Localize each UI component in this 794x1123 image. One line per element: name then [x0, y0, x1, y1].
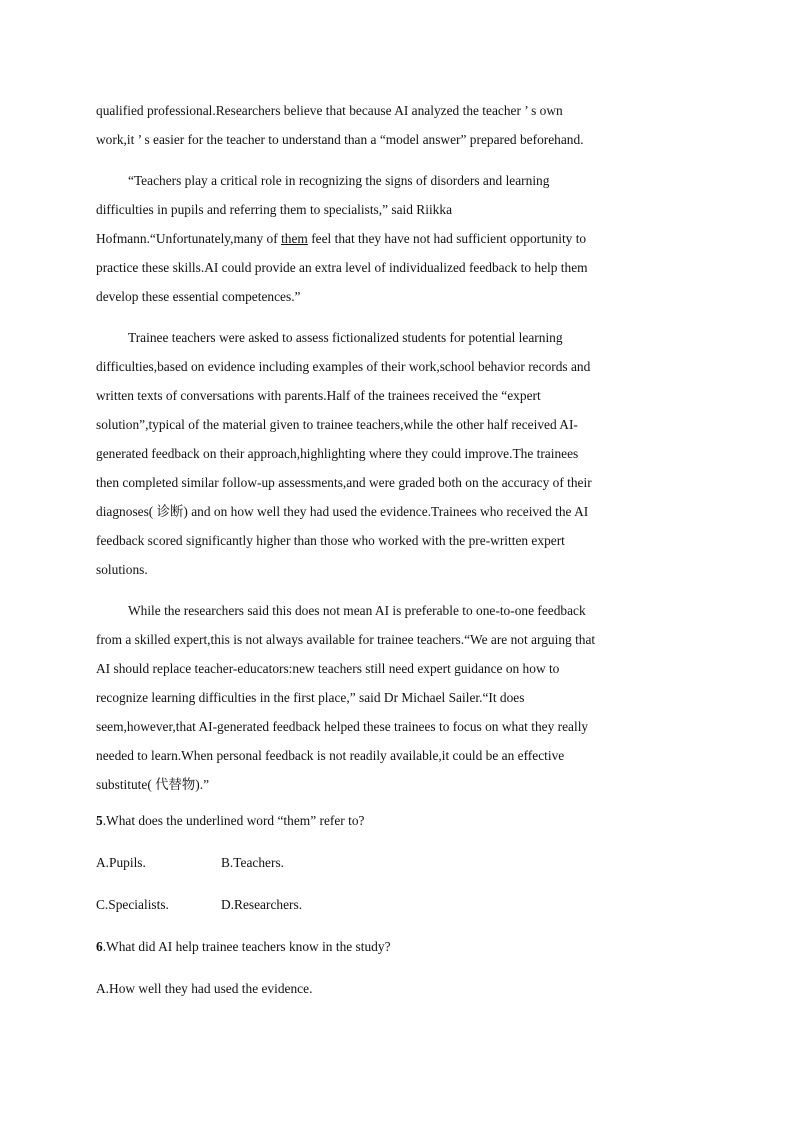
text-segment: Hofmann.“Unfortunately,many of: [96, 231, 282, 246]
text-line: While the researchers said this does not mean AI is preferable to one-to-one feedback: [128, 603, 586, 618]
option-a: A.Pupils.: [96, 855, 146, 870]
question-text: .What does the underlined word “them” refer to?: [102, 813, 365, 828]
text-line: solution”,typical of the material given to trainee teachers,while the other half received AI-: [96, 417, 578, 432]
text-segment: feel that they have not had sufficient opportunity to: [307, 231, 587, 246]
text-line: substitute( 代替物).”: [96, 777, 210, 792]
text-line: diagnoses( 诊断) and on how well they had used the evidence.Trainees who received the AI: [96, 504, 589, 519]
underlined-word: them: [281, 231, 308, 246]
option-d: D.Researchers.: [221, 897, 303, 912]
option-b: B.Teachers.: [221, 855, 285, 870]
document-page: [96, 96, 696, 1021]
option-row: [96, 895, 696, 915]
text-line: qualified professional.Researchers believe that because AI analyzed the teacher ’ s own: [96, 103, 563, 118]
paragraph-3: [96, 323, 696, 584]
question-number: 6: [96, 939, 103, 954]
text-line: “Teachers play a critical role in recognizing the signs of disorders and learning: [128, 173, 550, 188]
option-row: [96, 979, 696, 999]
text-line: Trainee teachers were asked to assess fictionalized students for potential learning: [128, 330, 563, 345]
text-line: AI should replace teacher-educators:new teachers still need expert guidance on how to: [96, 661, 560, 676]
paragraph-4: [96, 596, 696, 799]
text-line: from a skilled expert,this is not always available for trainee teachers.“We are not arguing that: [96, 632, 596, 647]
paragraph-2: [96, 166, 696, 311]
option-c: C.Specialists.: [96, 897, 169, 912]
text-line: practice these skills.AI could provide an extra level of individualized feedback to help them: [96, 260, 588, 275]
text-line: work,it ’ s easier for the teacher to understand than a “model answer” prepared beforehand.: [96, 132, 584, 147]
text-line: difficulties,based on evidence including examples of their work,school behavior records and: [96, 359, 591, 374]
question-5: [96, 811, 696, 831]
text-line: [96, 224, 696, 253]
text-line: solutions.: [96, 562, 148, 577]
text-line: generated feedback on their approach,highlighting where they could improve.The trainees: [96, 446, 579, 461]
question-6: [96, 937, 696, 957]
paragraph-1: [96, 96, 696, 154]
text-line: needed to learn.When personal feedback is not readily available,it could be an effective: [96, 748, 565, 763]
text-line: develop these essential competences.”: [96, 289, 301, 304]
question-number: 5: [96, 813, 103, 828]
text-line: difficulties in pupils and referring them to specialists,” said Riikka: [96, 202, 453, 217]
option-row: [96, 853, 696, 873]
question-text: .What did AI help trainee teachers know in the study?: [102, 939, 391, 954]
option-a: A.How well they had used the evidence.: [96, 981, 313, 996]
text-line: then completed similar follow-up assessments,and were graded both on the accuracy of their: [96, 475, 592, 490]
text-line: recognize learning difficulties in the first place,” said Dr Michael Sailer.“It does: [96, 690, 525, 705]
text-line: feedback scored significantly higher than those who worked with the pre-written expert: [96, 533, 565, 548]
text-line: seem,however,that AI-generated feedback helped these trainees to focus on what they really: [96, 719, 589, 734]
text-line: written texts of conversations with parents.Half of the trainees received the “expert: [96, 388, 541, 403]
